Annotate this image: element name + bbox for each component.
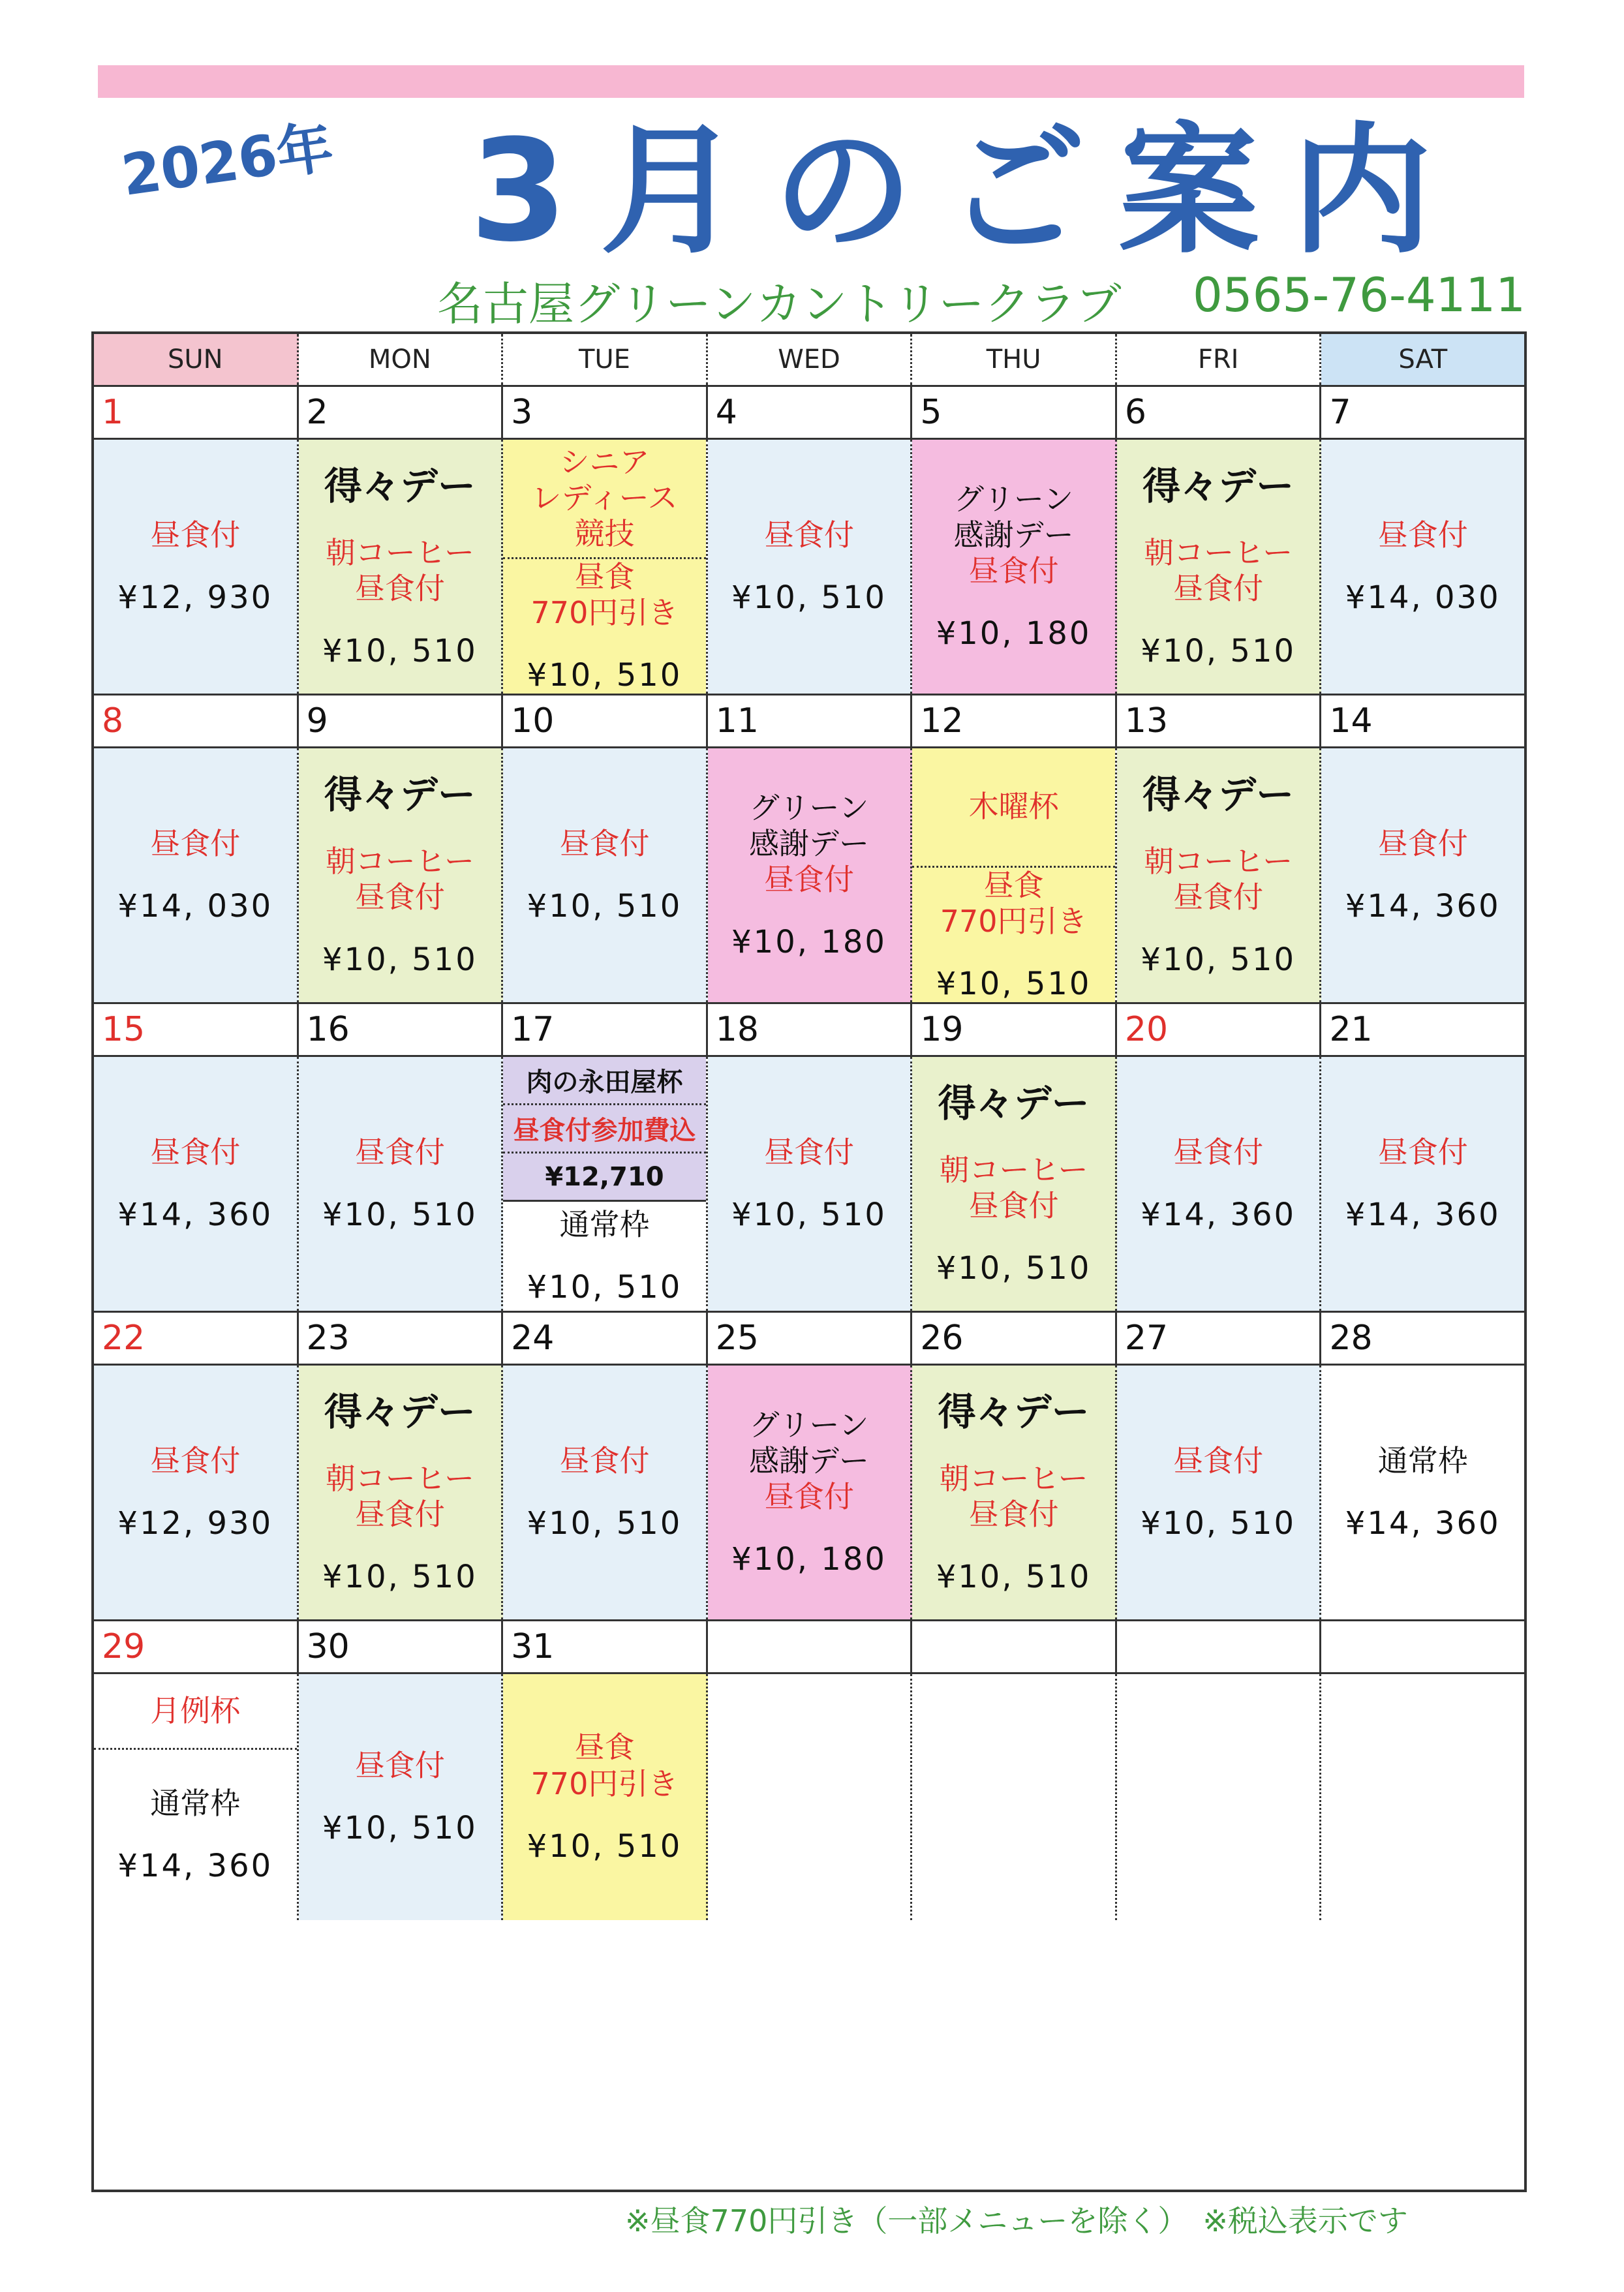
- cell-text: 昼食付: [764, 1134, 855, 1170]
- cell-text: 朝コーヒー: [1144, 844, 1293, 879]
- cell-text: 昼食付: [764, 517, 855, 553]
- price-label: ¥10, 510: [322, 1197, 478, 1234]
- date-row: [94, 1004, 1524, 1057]
- price-label: ¥10, 510: [527, 1827, 682, 1865]
- event-band: [503, 1154, 706, 1202]
- calendar-week: [94, 695, 1524, 1004]
- date-number: 18: [708, 1004, 913, 1055]
- date-number: 17: [503, 1004, 708, 1055]
- price-label: ¥14, 360: [1345, 888, 1501, 925]
- special-day-title: 得々デー: [1142, 772, 1295, 817]
- cell-text: グリーン: [749, 1407, 869, 1443]
- event-block: [503, 440, 706, 559]
- day-cell: [1117, 1674, 1322, 1920]
- date-number: 12: [912, 695, 1117, 746]
- event-band-text: 昼食付参加費込: [513, 1116, 696, 1146]
- date-row: [94, 1621, 1524, 1674]
- cell-text: 昼食付: [1173, 1134, 1264, 1170]
- cell-text: 通常枠: [1377, 1443, 1468, 1478]
- cell-text: 朝コーヒー: [325, 535, 474, 571]
- weekday-header-row: [94, 334, 1524, 387]
- price-label: ¥10, 510: [322, 1810, 478, 1847]
- cells-row: [94, 748, 1524, 1002]
- price-label: ¥14, 360: [117, 1848, 273, 1885]
- price-block: [912, 868, 1115, 1002]
- day-cell: [94, 1366, 299, 1619]
- price-label: ¥10, 510: [322, 941, 478, 979]
- weekday-header-mon: MON: [299, 334, 504, 385]
- day-cell: [503, 1674, 708, 1920]
- cell-text: 昼食付: [559, 825, 650, 861]
- calendar-week: [94, 387, 1524, 695]
- date-number: 20: [1117, 1004, 1322, 1055]
- event-band: [503, 1105, 706, 1154]
- day-cell: [1117, 1366, 1322, 1619]
- cell-text: グリーン: [749, 789, 869, 825]
- cell-text: 感謝デー: [749, 1443, 870, 1478]
- cell-text: 朝コーヒー: [939, 1152, 1088, 1188]
- cells-row: [94, 1366, 1524, 1619]
- day-cell: [299, 1366, 504, 1619]
- day-cell: [94, 1057, 299, 1311]
- price-label: ¥12, 930: [117, 579, 273, 617]
- day-cell: [503, 1057, 708, 1311]
- calendar-week: [94, 1621, 1524, 1920]
- date-number: 14: [1329, 701, 1373, 741]
- cell-text: 昼食: [574, 1730, 635, 1765]
- calendar-week: [94, 1313, 1524, 1621]
- date-number: [1321, 1621, 1524, 1672]
- day-cell: [708, 1366, 913, 1619]
- page-title: 3月のご案内: [470, 109, 1465, 273]
- day-cell: [1117, 1057, 1322, 1311]
- day-cell: [912, 748, 1117, 1002]
- price-label: ¥10, 510: [731, 579, 887, 617]
- price-label: ¥14, 360: [117, 1197, 273, 1234]
- price-label: ¥10, 510: [1141, 633, 1296, 670]
- date-number: 5: [912, 387, 1117, 438]
- day-cell: [912, 1674, 1117, 1920]
- price-block: [503, 559, 706, 694]
- price-label: ¥10, 510: [322, 633, 478, 670]
- cell-text: 昼食付: [968, 553, 1059, 589]
- event-band: [503, 1057, 706, 1105]
- weekday-header-thu: THU: [912, 334, 1117, 385]
- price-label: ¥12, 930: [117, 1505, 273, 1542]
- date-number: 7: [1329, 393, 1351, 432]
- cell-text: 通常枠: [559, 1206, 650, 1242]
- price-label: ¥10, 510: [527, 657, 682, 694]
- cell-text: 昼食付: [1173, 571, 1264, 607]
- cell-text: 木曜杯: [968, 789, 1059, 825]
- price-label: ¥14, 360: [1345, 1505, 1501, 1542]
- date-number: 31: [503, 1621, 708, 1672]
- cell-text: 昼食付: [1173, 1443, 1264, 1478]
- cell-text: 昼食付: [354, 879, 445, 915]
- cell-text: 昼食付: [150, 517, 241, 553]
- cell-text: 昼食付: [1377, 517, 1468, 553]
- date-number: 29: [94, 1621, 299, 1672]
- price-label: ¥14, 360: [1141, 1197, 1296, 1234]
- cell-text: 昼食付: [150, 825, 241, 861]
- price-label: ¥10, 510: [936, 966, 1092, 1002]
- cell-text: 朝コーヒー: [325, 1461, 474, 1497]
- cell-text: シニア: [559, 444, 650, 480]
- price-label: ¥14, 030: [117, 888, 273, 925]
- cells-row: [94, 440, 1524, 694]
- club-name: 名古屋グリーンカントリークラブ: [437, 277, 1122, 331]
- cell-text: グリーン: [954, 481, 1074, 517]
- day-cell: [503, 440, 708, 694]
- cell-text: 昼食付: [150, 1134, 241, 1170]
- cell-text: 昼食付: [354, 1747, 445, 1783]
- date-number: 10: [503, 695, 708, 746]
- cell-text: 競技: [574, 516, 635, 552]
- date-number: 16: [299, 1004, 504, 1055]
- event-band-text: ¥12,710: [545, 1161, 664, 1192]
- cell-text: 月例杯: [150, 1693, 241, 1729]
- date-number: 27: [1117, 1313, 1322, 1364]
- special-day-title: 得々デー: [938, 1389, 1090, 1434]
- price-label: ¥14, 360: [1345, 1197, 1501, 1234]
- price-block: [94, 1750, 297, 1920]
- cell-text: 感謝デー: [953, 517, 1074, 553]
- day-cell: [1117, 440, 1322, 694]
- cell-text: 昼食付: [559, 1443, 650, 1478]
- day-cell: [912, 1057, 1117, 1311]
- cell-text: 昼食: [574, 558, 635, 594]
- cell-text: 770円引き: [940, 903, 1088, 939]
- cell-text: 朝コーヒー: [939, 1461, 1088, 1497]
- date-number: 30: [299, 1621, 504, 1672]
- day-cell: [708, 1057, 913, 1311]
- day-cell: [708, 1674, 913, 1920]
- special-day-title: 得々デー: [938, 1080, 1090, 1125]
- cell-text: 昼食付: [764, 1479, 855, 1515]
- day-cell: [912, 1366, 1117, 1619]
- price-label: ¥10, 180: [936, 615, 1092, 652]
- date-number: 23: [299, 1313, 504, 1364]
- cell-text: 昼食付: [1377, 825, 1468, 861]
- cell-text: 通常枠: [150, 1786, 241, 1822]
- weekday-header-wed: WED: [708, 334, 913, 385]
- phone-number: 0565-76-4111: [1193, 267, 1526, 322]
- price-label: ¥10, 510: [1141, 1505, 1296, 1542]
- cell-text: 昼食付: [1173, 879, 1264, 915]
- price-block: [503, 1202, 706, 1311]
- date-number: 24: [503, 1313, 708, 1364]
- day-cell: [299, 748, 504, 1002]
- weekday-header-sun: SUN: [94, 334, 299, 385]
- cell-text: 昼食付: [764, 862, 855, 898]
- date-number: 11: [708, 695, 913, 746]
- date-number: 21: [1329, 1010, 1373, 1049]
- weekday-header-tue: TUE: [503, 334, 708, 385]
- day-cell: [1321, 1057, 1524, 1311]
- day-cell: [1117, 748, 1322, 1002]
- price-label: ¥10, 180: [731, 924, 887, 961]
- day-cell: [503, 748, 708, 1002]
- date-number: 19: [912, 1004, 1117, 1055]
- day-cell: [94, 1674, 299, 1920]
- day-cell: [912, 440, 1117, 694]
- price-label: ¥14, 030: [1345, 579, 1501, 617]
- cell-text: レディース: [531, 480, 678, 516]
- day-cell: [299, 1057, 504, 1311]
- date-number: 8: [94, 695, 299, 746]
- footer-note: ※昼食770円引き（一部メニューを除く） ※税込表示です: [625, 2203, 1408, 2239]
- price-label: ¥10, 510: [1141, 941, 1296, 979]
- cell-text: 感謝デー: [749, 825, 870, 861]
- cell-text: 昼食付: [354, 1134, 445, 1170]
- date-number: 4: [708, 387, 913, 438]
- cells-row: [94, 1674, 1524, 1920]
- weekday-header-fri: FRI: [1117, 334, 1322, 385]
- date-number: 13: [1117, 695, 1322, 746]
- calendar: [91, 331, 1527, 2192]
- price-label: ¥10, 180: [731, 1541, 887, 1578]
- date-number: 26: [912, 1313, 1117, 1364]
- special-day-title: 得々デー: [1142, 463, 1295, 508]
- cell-text: 昼食: [983, 867, 1044, 903]
- date-row: [94, 695, 1524, 748]
- price-label: ¥10, 510: [322, 1559, 478, 1596]
- event-band-text: 肉の永田屋杯: [526, 1067, 683, 1097]
- day-cell: [299, 440, 504, 694]
- day-cell: [299, 1674, 504, 1920]
- day-cell: [1321, 440, 1524, 694]
- date-number: [708, 1621, 913, 1672]
- cell-text: 昼食付: [354, 1497, 445, 1533]
- event-block: [912, 748, 1115, 868]
- cells-row: [94, 1057, 1524, 1311]
- cell-text: 朝コーヒー: [325, 844, 474, 879]
- date-row: [94, 1313, 1524, 1366]
- date-number: 15: [94, 1004, 299, 1055]
- date-number: 6: [1117, 387, 1322, 438]
- date-number: 2: [299, 387, 504, 438]
- date-number: [912, 1621, 1117, 1672]
- day-cell: [503, 1366, 708, 1619]
- date-number: 22: [94, 1313, 299, 1364]
- day-cell: [708, 440, 913, 694]
- day-cell: [708, 748, 913, 1002]
- price-label: ¥10, 510: [731, 1197, 887, 1234]
- day-cell: [1321, 1366, 1524, 1619]
- date-number: 3: [503, 387, 708, 438]
- day-cell: [94, 748, 299, 1002]
- cell-text: 昼食付: [354, 571, 445, 607]
- date-number: [1117, 1621, 1322, 1672]
- cell-text: 昼食付: [968, 1497, 1059, 1533]
- day-cell: [1321, 748, 1524, 1002]
- cell-text: 昼食付: [150, 1443, 241, 1478]
- date-number: 9: [299, 695, 504, 746]
- special-day-title: 得々デー: [324, 1389, 476, 1434]
- special-day-title: 得々デー: [324, 463, 476, 508]
- price-label: ¥10, 510: [936, 1559, 1092, 1596]
- special-day-title: 得々デー: [324, 772, 476, 817]
- cell-text: 770円引き: [530, 1765, 679, 1801]
- price-label: ¥10, 510: [527, 1505, 682, 1542]
- event-block: [94, 1674, 297, 1750]
- weekday-header-sat: SAT: [1321, 334, 1524, 385]
- day-cell: [94, 440, 299, 694]
- price-label: ¥10, 510: [936, 1250, 1092, 1287]
- top-pink-band: [98, 65, 1524, 98]
- date-number: 1: [94, 387, 299, 438]
- day-cell: [1321, 1674, 1524, 1920]
- date-number: 25: [708, 1313, 913, 1364]
- cell-text: 昼食付: [1377, 1134, 1468, 1170]
- calendar-week: [94, 1004, 1524, 1313]
- cell-text: 朝コーヒー: [1144, 535, 1293, 571]
- date-number: 28: [1329, 1319, 1373, 1358]
- cell-text: 昼食付: [968, 1188, 1059, 1224]
- price-label: ¥10, 510: [527, 888, 682, 925]
- date-row: [94, 387, 1524, 440]
- price-label: ¥10, 510: [527, 1269, 682, 1306]
- year-label: 2026年: [117, 114, 337, 209]
- cell-text: 770円引き: [530, 594, 679, 630]
